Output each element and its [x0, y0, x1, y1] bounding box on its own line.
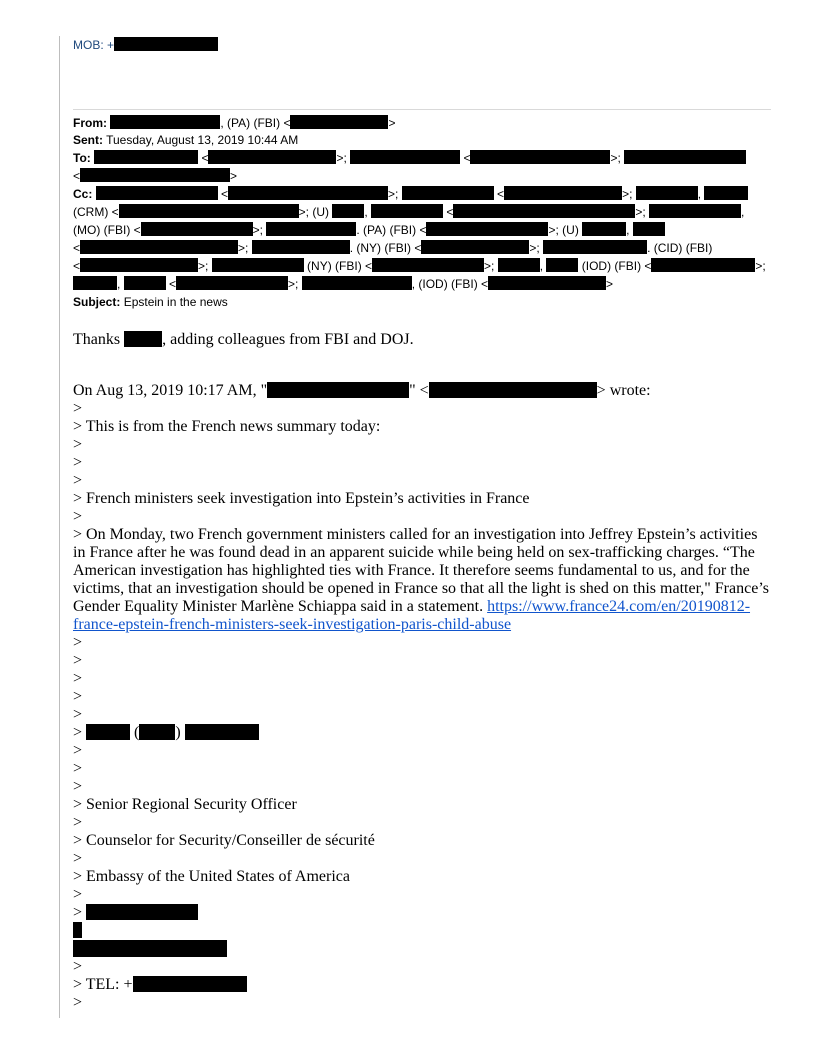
redaction-box — [290, 115, 388, 129]
signature-embassy: > Embassy of the United States of America — [73, 868, 350, 885]
redaction-box — [110, 115, 220, 129]
redaction-box — [582, 222, 626, 236]
redaction-box — [73, 922, 82, 938]
redaction-box — [426, 222, 548, 236]
redaction-box — [624, 150, 746, 164]
redaction-box — [350, 150, 460, 164]
subject-label: Subject: — [73, 295, 121, 309]
cc-line-1: Cc: < >; < >; , — [73, 185, 748, 203]
on-wrote-line: On Aug 13, 2019 10:17 AM, " " < > wrote: — [73, 382, 651, 399]
subject-line — [73, 293, 228, 311]
to-label: To: — [73, 151, 91, 165]
redaction-box — [212, 258, 304, 272]
cc-line-2: (CRM) < >; (U) , < >; , — [73, 205, 745, 219]
quote-marker: > — [73, 400, 83, 417]
redaction-box — [453, 204, 635, 218]
redaction-box — [86, 724, 130, 740]
redaction-box — [252, 240, 350, 254]
redaction-box — [80, 240, 238, 254]
signature-title: > Senior Regional Security Officer — [73, 796, 297, 813]
from-line: From: , (PA) (FBI) < > — [73, 116, 396, 130]
quote-marker: > — [73, 670, 83, 687]
redaction-box — [504, 186, 622, 200]
redaction-box — [704, 186, 748, 200]
redaction-box — [470, 150, 610, 164]
header-separator — [73, 109, 771, 110]
mobile-label: MOB: + — [73, 38, 115, 52]
tel-label: > TEL: + — [73, 976, 133, 993]
redaction-box — [649, 204, 741, 218]
cc-line-6: , < >; , (IOD) (FBI) < > — [73, 275, 613, 293]
cc-line-4: < >; . (NY) (FBI) < >; . (CID) (FBI) — [73, 241, 713, 255]
redaction-box — [546, 258, 578, 272]
sent-value: Tuesday, August 13, 2019 10:44 AM — [106, 133, 299, 147]
sent-line — [73, 131, 298, 149]
cc-label: Cc: — [73, 187, 93, 201]
quote-marker: > — [73, 850, 83, 867]
quote-marker: > — [73, 688, 83, 705]
redaction-box — [633, 222, 665, 236]
redaction-box — [86, 904, 198, 920]
redaction-box — [371, 204, 443, 218]
redaction-box — [429, 382, 597, 398]
mobile-line — [73, 37, 218, 52]
thanks-line: Thanks , adding colleagues from FBI and DOJ. — [73, 331, 414, 348]
quoted-headline: > French ministers seek investigation into Epstein’s activities in France — [73, 490, 530, 507]
tel-line — [73, 976, 247, 994]
redaction-box — [139, 724, 175, 740]
signature-redacted-line: > — [73, 904, 198, 922]
redaction-box — [488, 276, 606, 290]
quote-marker: > — [73, 454, 83, 471]
sent-label: Sent: — [73, 133, 103, 147]
redaction-box — [498, 258, 540, 272]
redaction-box — [332, 204, 364, 218]
redaction-box — [114, 37, 218, 51]
quote-marker: > — [73, 472, 83, 489]
redaction-box — [119, 204, 299, 218]
quote-marker: > — [73, 778, 83, 795]
article-link[interactable]: https://www.france24.com/en/20190812-france-epstein-french-ministers-seek-investigation-paris-child-abuse — [73, 598, 751, 633]
to-line-2: < > — [73, 169, 238, 183]
redaction-box — [185, 724, 259, 740]
quote-marker: > — [73, 508, 83, 525]
subject-value: Epstein in the news — [123, 295, 228, 309]
quote-marker: > — [73, 742, 83, 759]
redaction-box — [228, 186, 388, 200]
quote-marker: > — [73, 634, 83, 651]
redaction-box — [133, 976, 247, 992]
redaction-box — [141, 222, 253, 236]
redaction-box — [266, 222, 356, 236]
redaction-box — [421, 240, 529, 254]
redaction-box — [80, 168, 230, 182]
quote-marker: > — [73, 958, 83, 975]
redaction-box — [73, 940, 227, 957]
quote-marker: > — [73, 886, 83, 903]
redaction-box — [124, 331, 162, 347]
redaction-box — [124, 276, 166, 290]
signature-name-line: > ( ) — [73, 724, 259, 742]
redaction-box — [402, 186, 494, 200]
quote-marker: > — [73, 706, 83, 723]
quote-marker: > — [73, 814, 83, 831]
redaction-box — [208, 150, 336, 164]
cc-line-5: < >; (NY) (FBI) < >; , (IOD) (FBI) < >; — [73, 259, 766, 273]
quote-marker: > — [73, 994, 83, 1011]
redaction-box — [372, 258, 484, 272]
to-line-1: To: < >; < >; — [73, 149, 746, 167]
redaction-box — [73, 276, 117, 290]
redaction-box — [636, 186, 698, 200]
redaction-box — [80, 258, 198, 272]
from-label: From: — [73, 116, 107, 130]
redaction-box — [94, 150, 198, 164]
quoted-summary-line: > This is from the French news summary today: — [73, 418, 381, 435]
cc-line-3: (MO) (FBI) < >; . (PA) (FBI) < >; (U) , — [73, 221, 665, 239]
quote-marker: > — [73, 760, 83, 777]
redaction-box — [651, 258, 755, 272]
quote-margin-line — [59, 36, 60, 1018]
quoted-article-paragraph: > On Monday, two French government ministers called for an investigation into Jeffrey Epstein’s activities in France after he was found dead in an apparent suicide while being held on sex-trafficking charges. “The American investigation has highlighted ties with France. It therefore seems fundamental to us, and for the victims, that an investigation should be opened in France so that all the light is shed on this matter," France’s Gender Equality Minister Marlène Schiappa said in a statement. https://www.france24.com/en/20190812-france-epstein-french-ministers-seek-investigation-paris-child-abuse — [73, 526, 769, 633]
redaction-box — [543, 240, 647, 254]
redaction-box — [176, 276, 288, 290]
redaction-box — [96, 186, 218, 200]
redaction-box — [302, 276, 412, 290]
redaction-box — [267, 382, 409, 398]
signature-counselor: > Counselor for Security/Conseiller de sécurité — [73, 832, 375, 849]
quote-marker: > — [73, 652, 83, 669]
quote-marker: > — [73, 436, 83, 453]
